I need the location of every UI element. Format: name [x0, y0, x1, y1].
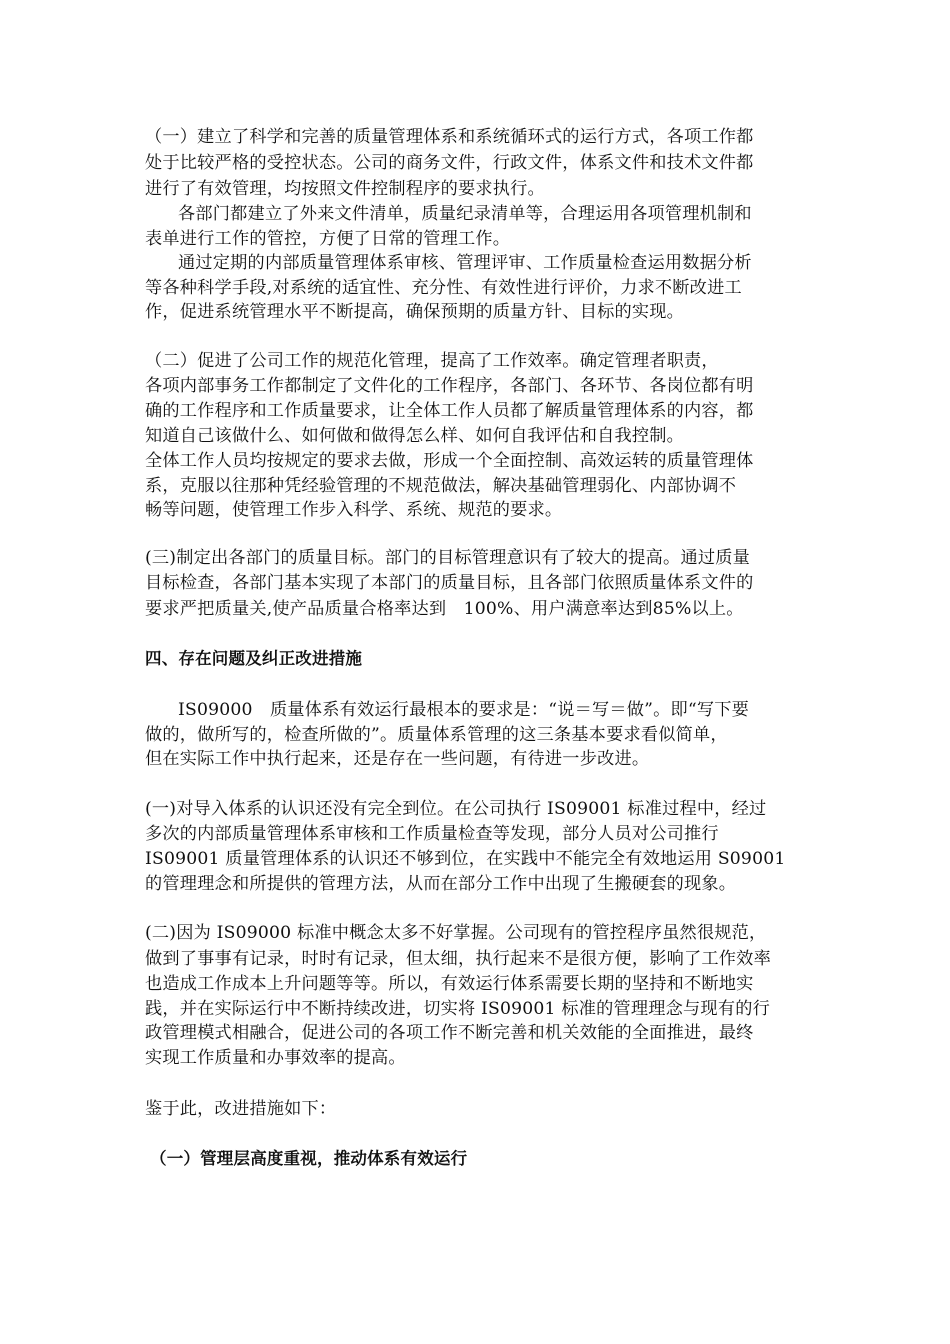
paragraph-line: 知道自己该做什么、如何做和做得怎么样、如何自我评估和自我控制。: [145, 426, 685, 446]
paragraph-line: 但在实际工作中执行起来，还是存在一些问题，有待进一步改进。: [145, 749, 650, 769]
paragraph-line: IS09001 质量管理体系的认识还不够到位，在实践中不能完全有效地运用 S09001: [145, 849, 786, 869]
paragraph-line: （一）建立了科学和完善的质量管理体系和系统循环式的运行方式，各项工作都: [145, 127, 754, 147]
paragraph-line: 践，并在实际运行中不断持续改进，切实将 IS09001 标准的管理理念与现有的行: [145, 999, 770, 1019]
paragraph-line: 全体工作人员均按规定的要求去做，形成一个全面控制、高效运转的质量管理体: [145, 451, 754, 471]
section-heading: 四、存在问题及纠正改进措施: [145, 649, 363, 668]
paragraph-line: 处于比较严格的受控状态。公司的商务文件，行政文件，体系文件和技术文件都: [145, 153, 754, 173]
paragraph-line: 各项内部事务工作都制定了文件化的工作程序，各部门、各环节、各岗位都有明: [145, 376, 754, 396]
paragraph-line: 做的，做所写的，检查所做的”。质量体系管理的这三条基本要求看似简单，: [145, 725, 728, 745]
paragraph-line: 的管理理念和所提供的管理方法，从而在部分工作中出现了生搬硬套的现象。: [145, 874, 737, 894]
paragraph-line: 鉴于此，改进措施如下：: [145, 1099, 337, 1119]
paragraph-line: 多次的内部质量管理体系审核和工作质量检查等发现，部分人员对公司推行: [145, 824, 719, 844]
paragraph-line: 也造成工作成本上升问题等等。所以，有效运行体系需要长期的坚持和不断地实: [145, 974, 754, 994]
paragraph-line: 通过定期的内部质量管理体系审核、管理评审、工作质量检查运用数据分析: [178, 253, 752, 273]
paragraph-line: 作，促进系统管理水平不断提高，确保预期的质量方针、目标的实现。: [145, 302, 685, 322]
paragraph-line: (一)对导入体系的认识还没有完全到位。在公司执行 IS09001 标准过程中，经过: [145, 799, 767, 819]
paragraph-line: 各部门都建立了外来文件清单，质量纪录清单等，合理运用各项管理机制和: [178, 204, 752, 224]
paragraph-line: 要求严把质量关,使产品质量合格率达到 100%、用户满意率达到85%以上。: [145, 599, 744, 619]
paragraph-line: (二)因为 IS09000 标准中概念太多不好掌握。公司现有的管控程序虽然很规范，: [145, 923, 767, 943]
paragraph-line: IS09000 质量体系有效运行最根本的要求是：“说＝写＝做”。即“写下要: [178, 700, 750, 720]
paragraph-line: 目标检查，各部门基本实现了本部门的质量目标，且各部门依照质量体系文件的: [145, 573, 754, 593]
paragraph-line: （二）促进了公司工作的规范化管理，提高了工作效率。确定管理者职责，: [145, 351, 719, 371]
paragraph-line: 政管理模式相融合，促进公司的各项工作不断完善和机关效能的全面推进，最终: [145, 1023, 754, 1043]
paragraph-line: 进行了有效管理，均按照文件控制程序的要求执行。: [145, 179, 545, 199]
subsection-heading: （一）管理层高度重视，推动体系有效运行: [150, 1149, 468, 1168]
paragraph-line: 系，克服以往那种凭经验管理的不规范做法，解决基础管理弱化、内部协调不: [145, 476, 737, 496]
paragraph-line: 表单进行工作的管控，方便了日常的管理工作。: [145, 229, 511, 249]
paragraph-line: 畅等问题，使管理工作步入科学、系统、规范的要求。: [145, 500, 563, 520]
paragraph-line: 确的工作程序和工作质量要求，让全体工作人员都了解质量管理体系的内容，都: [145, 401, 754, 421]
paragraph-line: 做到了事事有记录，时时有记录，但太细，执行起来不是很方便，影响了工作效率: [145, 949, 771, 969]
paragraph-line: (三)制定出各部门的质量目标。部门的目标管理意识有了较大的提高。通过质量: [145, 548, 750, 568]
paragraph-line: 等各种科学手段,对系统的适宜性、充分性、有效性进行评价，力求不断改进工: [145, 278, 742, 298]
paragraph-line: 实现工作质量和办事效率的提高。: [145, 1048, 406, 1068]
